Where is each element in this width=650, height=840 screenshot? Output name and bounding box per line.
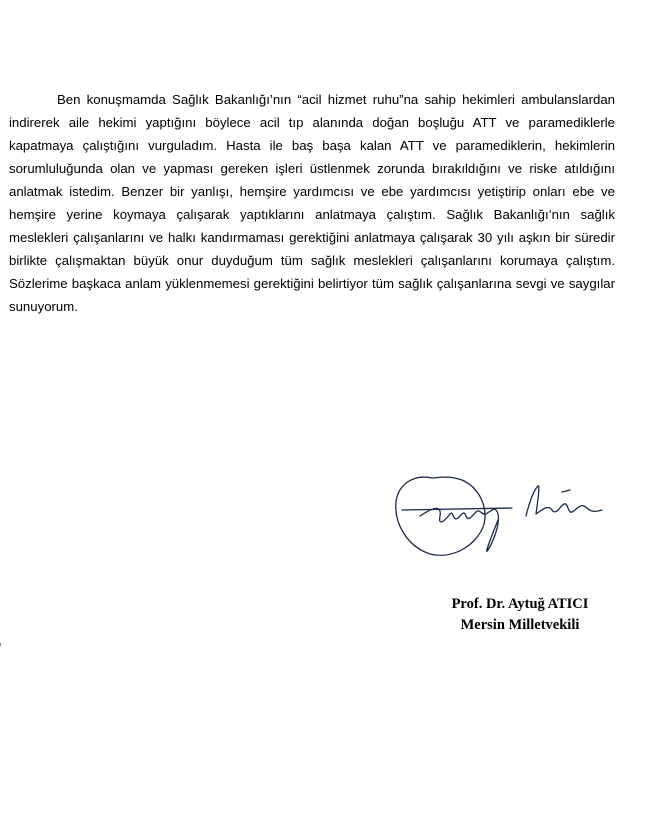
letter-body (9, 88, 615, 318)
letter-paragraph: Ben konuşmamda Sağlık Bakanlığı’nın “acil hizmet ruhu”na sahip hekimleri ambulanslardan indirerek aile hekimi yaptığını böylece acil tıp alanında doğan boşluğu ATT ve paramediklerle kapatmaya çalıştığını vurguladım. Hasta ile baş başa kalan ATT ve paramediklerin, hekimlerin sorumluluğunda olan ve yapması gereken işleri üstlenmek zorunda bırakıldığını ve riske atıldığını anlatmak istedim. Benzer bir yanlışı, hemşire yardımcısı ve ebe yardımcısı yetiştirip onları ebe ve hemşire yerine koymaya çalışarak yaptıklarını anlatmaya çalıştım. Sağlık Bakanlığı’nın sağlık meslekleri çalışanlarını ve halkı kandırmaması gerektiğini anlatmaya çalışarak 30 yılı aşkın bir süredir birlikte çalışmaktan büyük onur duyduğum tüm sağlık meslekleri çalışanlarını korumaya çalıştım. Sözlerime başkaca anlam yüklenmemesi gerektiğini belirtiyor tüm sağlık çalışanlarına sevgi ve saygılar sunuyorum. (9, 92, 615, 314)
handwritten-signature (392, 470, 607, 560)
signature-name-stroke (420, 508, 498, 551)
signature-surname-stroke (526, 486, 602, 516)
signature-block (420, 594, 620, 636)
signatory-name: Prof. Dr. Aytuğ ATICI (451, 596, 589, 612)
signatory-title: Mersin Milletvekili (460, 617, 580, 633)
signature-dot-stroke (562, 490, 570, 492)
margin-mark (0, 643, 1, 646)
